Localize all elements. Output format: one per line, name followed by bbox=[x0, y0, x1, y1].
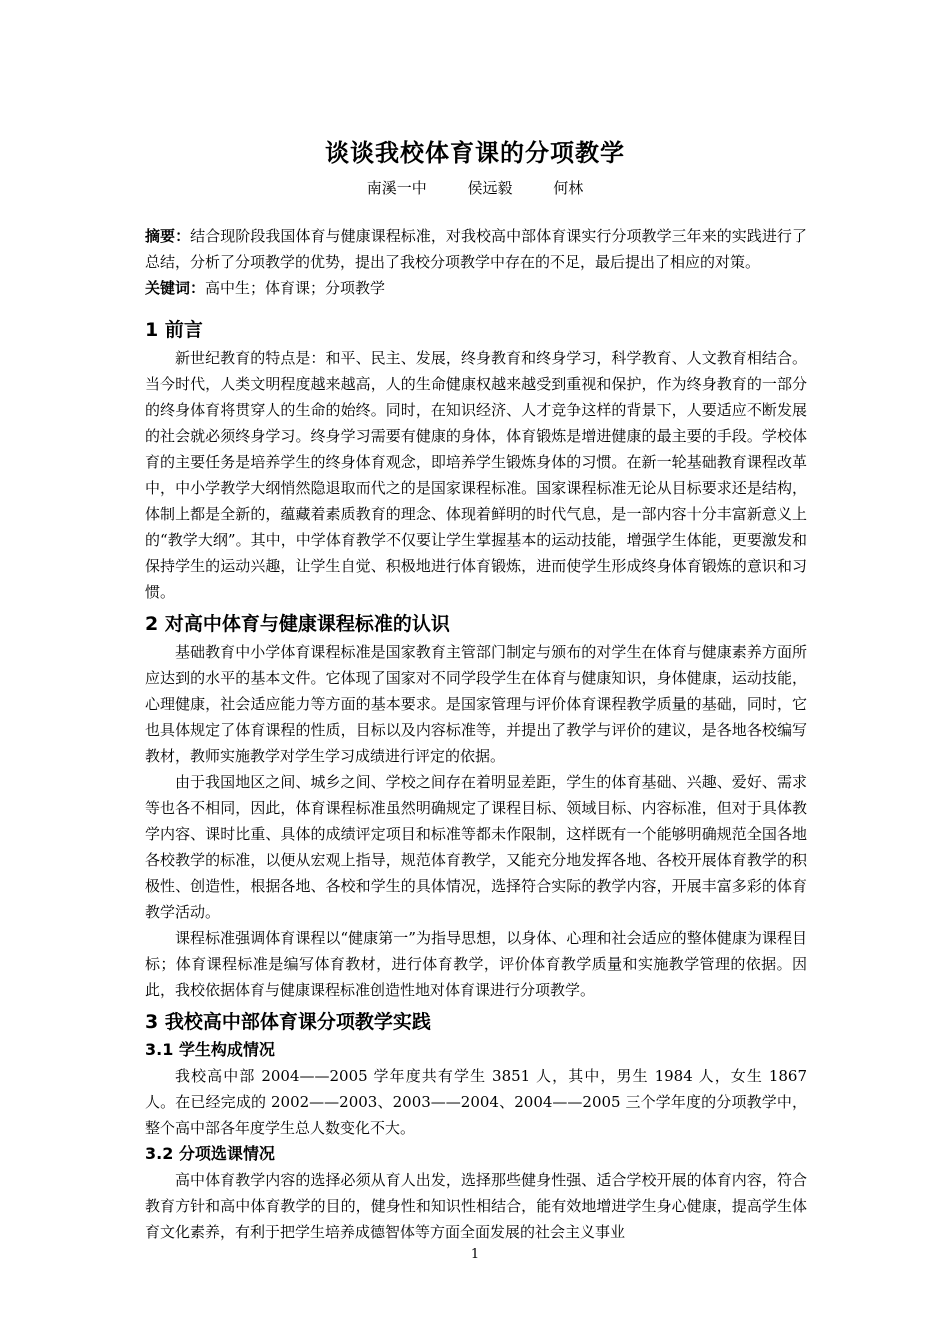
section-heading: 1 前言 bbox=[145, 319, 203, 341]
keywords bbox=[145, 275, 807, 301]
abstract-label: 摘要： bbox=[145, 227, 191, 245]
page-number: 1 bbox=[470, 1247, 480, 1262]
author-name: 侯远毅 bbox=[467, 179, 513, 197]
author-name: 何林 bbox=[553, 179, 584, 197]
section-heading: 3 我校高中部体育课分项教学实践 bbox=[145, 1011, 431, 1033]
paragraph: 课程标准强调体育课程以“健康第一”为指导思想，以身体、心理和社会适应的整体健康为课程目标；体育课程标准是编写体育教材，进行体育教学，评价体育教学质量和实施教学管理的依据。因此，我校依据体育与健康课程标准创造性地对体育课进行分项教学。 bbox=[145, 929, 807, 999]
paragraph: 基础教育中小学体育课程标准是国家教育主管部门制定与颁布的对学生在体育与健康素养方面所应达到的水平的基本文件。它体现了国家对不同学段学生在体育与健康知识，身体健康，运动技能，心理健康，社会适应能力等方面的基本要求。是国家管理与评价体育课程教学质量的基础，同时，它也具体规定了体育课程的性质，目标以及内容标准等，并提出了教学与评价的建议，是各地各校编写教材，教师实施教学对学生学习成绩进行评定的依据。 bbox=[145, 643, 807, 765]
section-heading: 2 对高中体育与健康课程标准的认识 bbox=[145, 613, 450, 635]
keywords-text: 高中生；体育课；分项教学 bbox=[205, 279, 386, 297]
keywords-label: 关键词： bbox=[145, 279, 206, 297]
paragraph: 由于我国地区之间、城乡之间、学校之间存在着明显差距，学生的体育基础、兴趣、爱好、需求等也各不相同，因此，体育课程标准虽然明确规定了课程目标、领域目标、内容标准，但对于具体教学内容、课时比重、具体的成绩评定项目和标准等都未作限制，这样既有一个能够明确规范全国各地各校教学的标准，以便从宏观上指导，规范体育教学，又能充分地发挥各地、各校开展体育教学的积极性、创造性，根据各地、各校和学生的具体情况，选择符合实际的教学内容，开展丰富多彩的体育教学活动。 bbox=[145, 773, 807, 921]
abstract bbox=[145, 223, 807, 275]
abstract-text: 结合现阶段我国体育与健康课程标准，对我校高中部体育课实行分项教学三年来的实践进行了总结，分析了分项教学的优势，提出了我校分项教学中存在的不足，最后提出了相应的对策。 bbox=[145, 227, 807, 271]
paragraph: 我校高中部 2004——2005 学年度共有学生 3851 人，其中，男生 1984 人，女生 1867 人。在已经完成的 2002——2003、2003——2004、2004——2005 三个学年度的分项教学中，整个高中部各年度学生总人数变化不大。 bbox=[145, 1067, 807, 1137]
author-line bbox=[0, 177, 950, 198]
author-affiliation: 南溪一中 bbox=[366, 179, 427, 197]
paragraph: 高中体育教学内容的选择必须从育人出发，选择那些健身性强、适合学校开展的体育内容，符合教育方针和高中体育教学的目的，健身性和知识性相结合，能有效地增进学生身心健康，提高学生体育文化素养，有利于把学生培养成德智体等方面全面发展的社会主义事业 bbox=[145, 1171, 807, 1241]
subsection-heading: 3.1 学生构成情况 bbox=[145, 1040, 275, 1059]
subsection-heading: 3.2 分项选课情况 bbox=[145, 1144, 275, 1163]
document-title: 谈谈我校体育课的分项教学 bbox=[325, 139, 625, 167]
paragraph: 新世纪教育的特点是：和平、民主、发展，终身教育和终身学习，科学教育、人文教育相结合。当今时代，人类文明程度越来越高，人的生命健康权越来越受到重视和保护，作为终身教育的一部分的终身体育将贯穿人的生命的始终。同时，在知识经济、人才竞争这样的背景下，人要适应不断发展的社会就必须终身学习。终身学习需要有健康的身体，体育锻炼是增进健康的最主要的手段。学校体育的主要任务是培养学生的终身体育观念，即培养学生锻炼身体的习惯。在新一轮基础教育课程改革中，中小学教学大纲悄然隐退取而代之的是国家课程标准。国家课程标准无论从目标要求还是结构，体制上都是全新的，蕴藏着素质教育的理念、体现着鲜明的时代气息，是一部内容十分丰富新意义上的“教学大纲”。其中，中学体育教学不仅要让学生掌握基本的运动技能，增强学生体能，更要激发和保持学生的运动兴趣，让学生自觉、积极地进行体育锻炼，进而使学生形成终身体育锻炼的意识和习惯。 bbox=[145, 349, 807, 601]
document-body bbox=[145, 223, 807, 1245]
